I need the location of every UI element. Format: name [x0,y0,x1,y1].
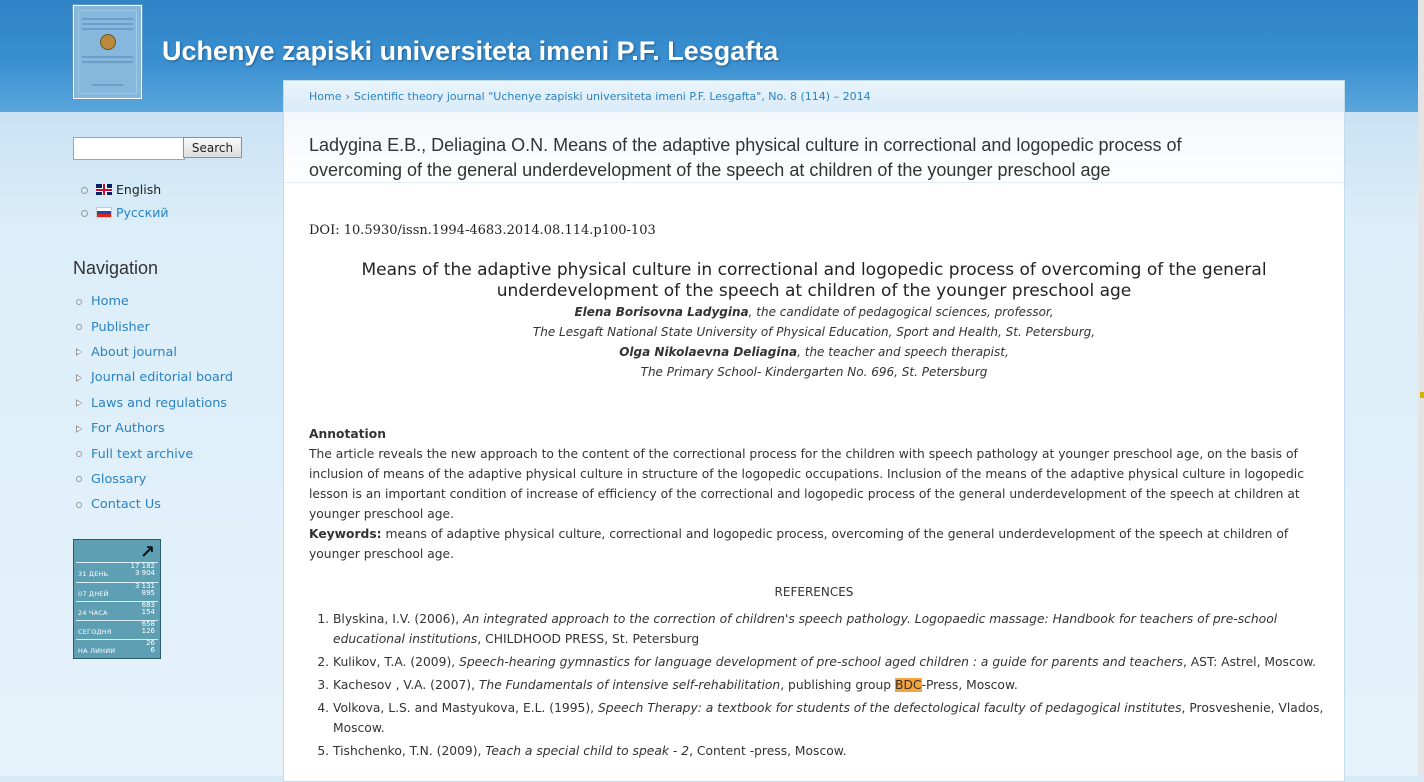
doi: DOI: 10.5930/issn.1994-4683.2014.08.114.p100-103 [309,223,656,238]
bullet-icon [76,451,82,457]
counter-row: 31 ДЕНЬ 17 182 3 904 [76,562,158,579]
reference-item: 5. Tishchenko, T.N. (2009), Teach a special child to speak - 2, Content -press, Moscow. [333,741,1343,761]
nav-item-glossary[interactable]: Glossary [76,467,233,492]
annotation-section [309,424,1319,564]
search-highlight: BDC [895,678,922,692]
page-title: Ladygina E.B., Deliagina O.N. Means of the adaptive physical culture in correctional and logopedic process of overcoming of the general underdevelopment of the speech at children of the younger preschool age [309,135,1182,180]
breadcrumb [309,90,871,103]
bullet-icon [76,476,82,482]
counter-row: 07 ДНЕЙ 3 131 895 [76,582,158,599]
breadcrumb-bar [284,81,1344,112]
arrow-up-right-icon: ↗ [139,542,155,563]
nav-item-for-authors[interactable]: For Authors [76,416,233,441]
reference-item: 2. Kulikov, T.A. (2009), Speech-hearing gymnastics for language development of pre-school aged children : a guide for parents and teachers, AST: Astrel, Moscow. [333,652,1343,672]
language-russian[interactable]: Русский [81,205,168,228]
site-title[interactable]: Uchenye zapiski universiteta imeni P.F. Lesgafta [162,36,779,66]
uk-flag-icon [96,184,112,195]
affiliation-2: The Primary School- Kindergarten No. 696, St. Petersburg [640,365,988,379]
language-english[interactable]: English [81,182,168,205]
article-title: Means of the adaptive physical culture in correctional and logopedic process of overcoming of the general underdevelopment of the speech at children of the younger preschool age [361,260,1267,301]
counter-row: 24 ЧАСА 683 154 [76,601,158,618]
expand-triangle-icon[interactable] [76,348,82,356]
breadcrumb-home-link[interactable]: Home [309,90,342,103]
seal-icon [100,34,116,50]
bullet-icon [76,502,82,508]
language-switcher [81,182,168,228]
affiliation-1: The Lesgaft National State University of Physical Education, Sport and Health, St. Petersburg, [532,325,1096,339]
author-1-name: Elena Borisovna Ladygina [574,305,749,319]
nav-item-publisher[interactable]: Publisher [76,314,233,339]
author-2-name: Olga Nikolaevna Deliagina [619,345,798,359]
author-2-role: , the teacher and speech therapist, [797,345,1009,359]
nav-item-editorial-board[interactable]: Journal editorial board [76,365,233,390]
references-list [309,609,1343,764]
journal-cover-logo[interactable] [73,5,142,99]
title-area [284,112,1344,183]
breadcrumb-current-link[interactable]: Scientific theory journal "Uchenye zapiski universiteta imeni P.F. Lesgafta", No. 8 (114) – 2014 [353,90,871,103]
navigation-heading: Navigation [73,258,159,278]
navigation-menu [76,289,233,518]
bullet-icon [81,187,88,194]
author-line-2 [309,342,1319,362]
nav-item-contact-us[interactable]: Contact Us [76,492,233,517]
search-button[interactable]: Search [183,137,242,158]
content-area [283,80,1345,782]
annotation-text: The article reveals the new approach to the content of the correctional process for the children with speech pathology at younger preschool age, on the basis of inclusion of means of the adaptive physical culture in structure of the logopedic occupations. Inclusion of the means of the adaptive physical culture in logopedic lesson is an important condition of increase of efficiency of the correctional and logopedic process of the general underdevelopment of the speech at children at younger preschool age. [309,447,1304,521]
keywords-label: Keywords: [309,527,382,541]
scrollbar[interactable] [1418,0,1424,776]
article-header [309,260,1319,382]
annotation-heading: Annotation [309,427,386,441]
russia-flag-icon [96,207,112,218]
counter-row: НА ЛИНИИ 26 6 [76,639,158,656]
visitor-counter-widget[interactable] [73,539,161,659]
nav-item-home[interactable]: Home [76,289,233,314]
nav-item-laws-regulations[interactable]: Laws and regulations [76,391,233,416]
expand-triangle-icon[interactable] [76,399,82,407]
references-heading: REFERENCES [774,585,854,599]
keywords-text: means of adaptive physical culture, correctional and logopedic process, overcoming of the general underdevelopment of the speech at children of younger preschool age. [309,527,1289,561]
reference-item: 3. Kachesov , V.A. (2007), The Fundamentals of intensive self-rehabilitation, publishing group BDC-Press, Moscow. [333,675,1343,695]
counter-row: СЕГОДНЯ 658 126 [76,620,158,637]
author-1-role: , the candidate of pedagogical sciences, professor, [748,305,1054,319]
search-input[interactable] [73,137,185,160]
bullet-icon [81,210,88,217]
bullet-icon [76,324,82,330]
scroll-thumb[interactable] [1420,392,1424,398]
breadcrumb-separator: › [345,90,350,103]
author-line-1 [309,302,1319,322]
bullet-icon [76,299,82,305]
reference-item: 1. Blyskina, I.V. (2006), An integrated approach to the correction of children's speech pathology. Logopaedic massage: Handbook for teachers of pre-school educational institutions, CHILDHOOD PRESS, St. Petersburg [333,609,1343,649]
expand-triangle-icon[interactable] [76,374,82,382]
reference-item: 4. Volkova, L.S. and Mastyukova, E.L. (1995), Speech Therapy: a textbook for students of the defectological faculty of pedagogical institutes, Prosveshenie, Vlados, Moscow. [333,698,1343,738]
nav-item-about-journal[interactable]: About journal [76,340,233,365]
expand-triangle-icon[interactable] [76,425,82,433]
nav-item-full-text-archive[interactable]: Full text archive [76,441,233,466]
